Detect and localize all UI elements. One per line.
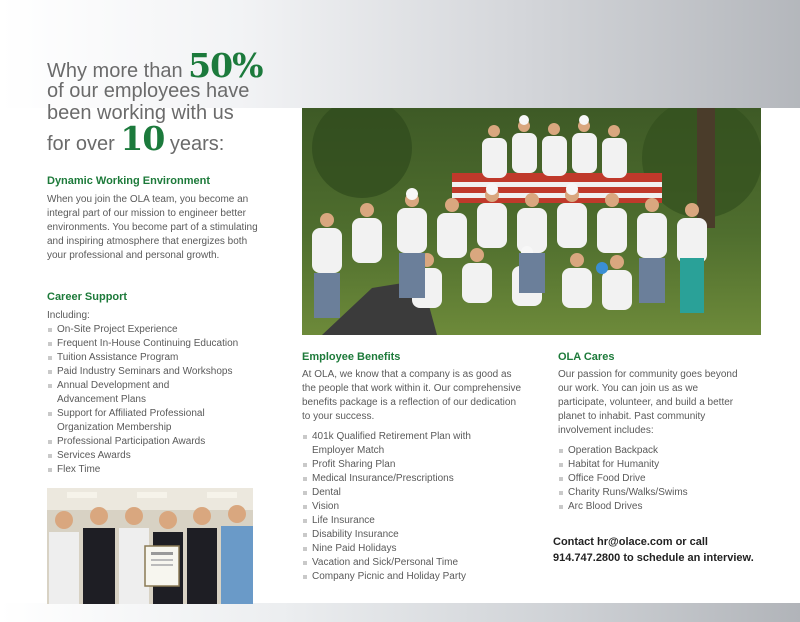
list-item: Vision (302, 500, 502, 514)
list-item: Support for Affiliated Professional Organization Membership (47, 407, 232, 435)
list-item: Disability Insurance (302, 528, 502, 542)
footer-gradient-band (0, 603, 800, 622)
headline-line-2: of our employees have (47, 80, 250, 102)
headline-text: years: (164, 133, 225, 155)
dynamic-working-title: Dynamic Working Environment (47, 175, 210, 187)
list-item: Flex Time (47, 463, 262, 477)
headline-years-number: 10 (120, 119, 165, 158)
award-photo-image (47, 488, 253, 604)
award-ceremony-photo (47, 488, 253, 604)
ola-cares-body: Our passion for community goes beyond our work. You can join us as we participate, volunteer, and build a better planet to inhabit. Past community involvement includes: (558, 369, 738, 436)
employee-benefits-title: Employee Benefits (302, 351, 401, 363)
list-item: Charity Runs/Walks/Swims (558, 486, 758, 500)
headline-text: Why more than (47, 60, 189, 82)
list-item: Operation Backpack (558, 444, 758, 458)
list-item: Company Picnic and Holiday Party (302, 570, 502, 584)
page-headline (47, 46, 297, 159)
headline-line-3: been working with us (47, 102, 234, 124)
list-item: Services Awards (47, 449, 262, 463)
employee-benefits-body: At OLA, we know that a company is as good as the people that work within it. Our comprehensive benefits package is a reflection of our dedication to your success. (302, 369, 521, 422)
ola-cares-title: OLA Cares (558, 351, 615, 363)
list-item: Professional Participation Awards (47, 435, 262, 449)
career-support-list (47, 323, 262, 477)
list-item: Life Insurance (302, 514, 502, 528)
list-item: Habitat for Humanity (558, 458, 758, 472)
list-item: Office Food Drive (558, 472, 758, 486)
list-item: Dental (302, 486, 502, 500)
career-support-title: Career Support (47, 291, 128, 303)
dynamic-working-body: When you join the OLA team, you become an integral part of our mission to engineer better environments. You become part of a stimulating and inspiring atmosphere that energizes both your professional and personal growth. (47, 194, 258, 261)
list-item: Vacation and Sick/Personal Time (302, 556, 502, 570)
list-item: Medical Insurance/Prescriptions (302, 472, 502, 486)
ola-cares-list (558, 444, 758, 514)
team-volunteer-photo (302, 108, 761, 335)
list-item: 401k Qualified Retirement Plan with Employer Match (302, 430, 492, 458)
list-item: Annual Development and Advancement Plans (47, 379, 187, 407)
list-item: Paid Industry Seminars and Workshops (47, 365, 262, 379)
employee-benefits-list (302, 430, 502, 584)
career-support-intro: Including: (47, 310, 90, 321)
list-item: Nine Paid Holidays (302, 542, 502, 556)
list-item: Tuition Assistance Program (47, 351, 262, 365)
team-photo-image (302, 108, 761, 335)
list-item: Profit Sharing Plan (302, 458, 502, 472)
contact-call-to-action: Contact hr@olace.com or call 914.747.2800 to schedule an interview. (553, 536, 754, 564)
headline-line-4 (47, 119, 297, 159)
list-item: Frequent In-House Continuing Education (47, 337, 262, 351)
list-item: On-Site Project Experience (47, 323, 262, 337)
list-item: Arc Blood Drives (558, 500, 758, 514)
headline-percent: 50% (188, 46, 263, 85)
headline-text: for over (47, 133, 121, 155)
headline-line-1 (47, 46, 297, 85)
